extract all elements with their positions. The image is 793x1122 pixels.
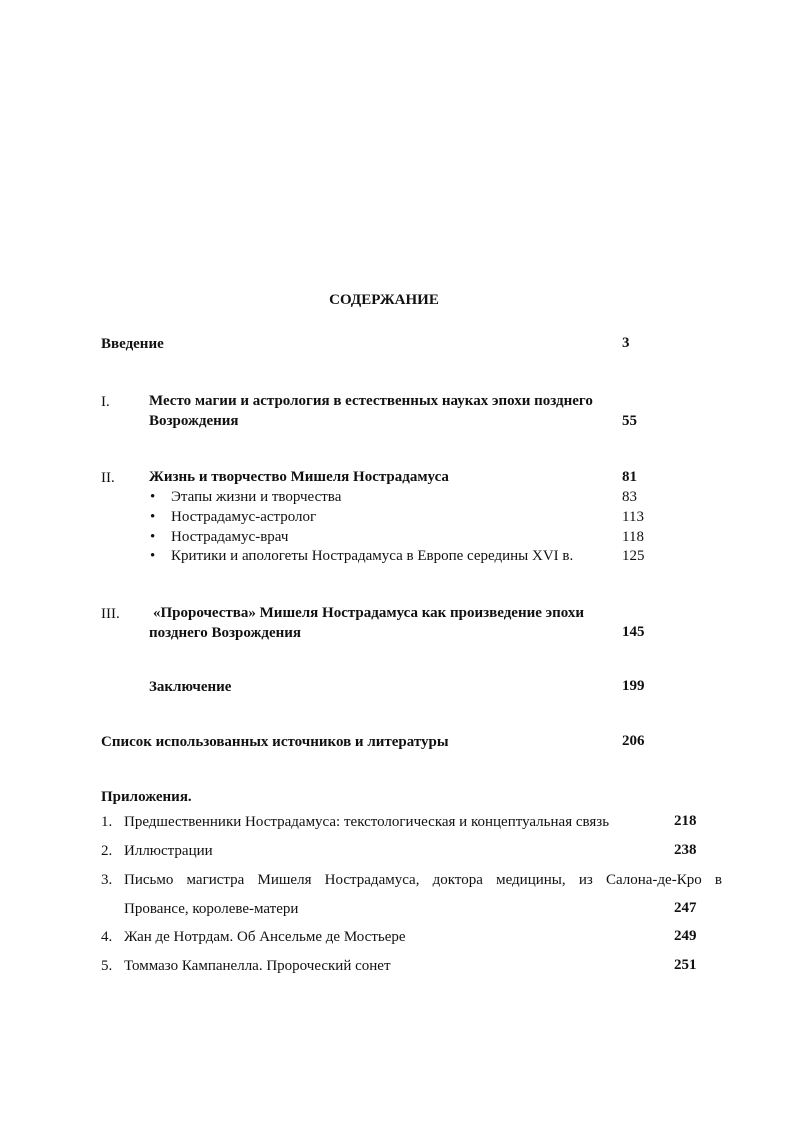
appendix-item-label: Иллюстрации [124, 843, 213, 859]
appendix-item-page: 251 [674, 957, 697, 973]
chapter2-item-label: Критики и апологеты Нострадамуса в Европе середины XVI в. [171, 548, 574, 564]
toc-title: СОДЕРЖАНИЕ [329, 292, 439, 308]
appendix-item-number: 3. [101, 872, 113, 888]
appendix-item-label-line1 [124, 871, 722, 890]
appendix-item-page: 238 [674, 842, 697, 858]
chapter1-page: 55 [622, 413, 637, 429]
chapter2-item-label: Нострадамус-врач [171, 529, 289, 545]
chapter1-title-line1: Место магии и астрология в естественных науках эпохи позднего [149, 393, 593, 409]
appendix-item-label: Жан де Нотрдам. Об Ансельме де Мостьере [124, 929, 406, 945]
appendix-item-number: 2. [101, 843, 113, 859]
chapter2-item-page: 118 [622, 529, 644, 545]
chapter2-item: • [150, 548, 156, 564]
chapter3-title-line1: «Пророчества» Мишеля Нострадамуса как произведение эпохи [153, 605, 585, 621]
appendix-item-page: 218 [674, 813, 697, 829]
word: из [578, 872, 593, 888]
appendix-item-number: 1. [101, 814, 113, 830]
sources-page: 206 [622, 733, 645, 749]
word: Нострадамуса, [324, 872, 420, 888]
chapter3-number: III. [101, 606, 120, 622]
word: доктора [432, 872, 483, 888]
appendix-item-number: 5. [101, 958, 113, 974]
appendix-title: Приложения. [101, 789, 192, 805]
appendix-item-label-line2: Провансе, королеве-матери [124, 901, 299, 917]
chapter1-number: I. [101, 394, 110, 410]
chapter3-title-line2: позднего Возрождения [149, 625, 301, 641]
appendix-item-label: Предшественники Нострадамуса: текстологическая и концептуальная связь [124, 814, 610, 830]
chapter2-item-label: Этапы жизни и творчества [171, 489, 342, 505]
conclusion-label: Заключение [149, 679, 232, 695]
word: Салона-де-Кро [605, 872, 702, 888]
appendix-item-number: 4. [101, 929, 113, 945]
chapter2-item: • [150, 489, 156, 505]
word: магистра [186, 872, 245, 888]
appendix-item-page: 249 [674, 928, 697, 944]
word: Мишеля [257, 872, 312, 888]
appendix-item-page: 247 [674, 900, 697, 916]
chapter2-item: • [150, 529, 156, 545]
word: в [714, 872, 722, 888]
chapter2-item-label: Нострадамус-астролог [171, 509, 317, 525]
chapter2-item: • [150, 509, 156, 525]
sources-label: Список использованных источников и литературы [101, 734, 449, 750]
chapter2-item-page: 125 [622, 548, 645, 564]
chapter2-page: 81 [622, 469, 637, 485]
word: Письмо [124, 872, 174, 888]
intro-label: Введение [101, 336, 164, 352]
word: медицины, [496, 872, 566, 888]
chapter1-title-line2: Возрождения [149, 413, 239, 429]
intro-page: 3 [622, 335, 630, 351]
chapter2-item-page: 83 [622, 489, 637, 505]
appendix-item-label: Томмазо Кампанелла. Пророческий сонет [124, 958, 391, 974]
chapter3-page: 145 [622, 624, 645, 640]
chapter2-title: Жизнь и творчество Мишеля Нострадамуса [149, 469, 449, 485]
chapter2-number: II. [101, 470, 115, 486]
chapter2-item-page: 113 [622, 509, 644, 525]
conclusion-page: 199 [622, 678, 645, 694]
